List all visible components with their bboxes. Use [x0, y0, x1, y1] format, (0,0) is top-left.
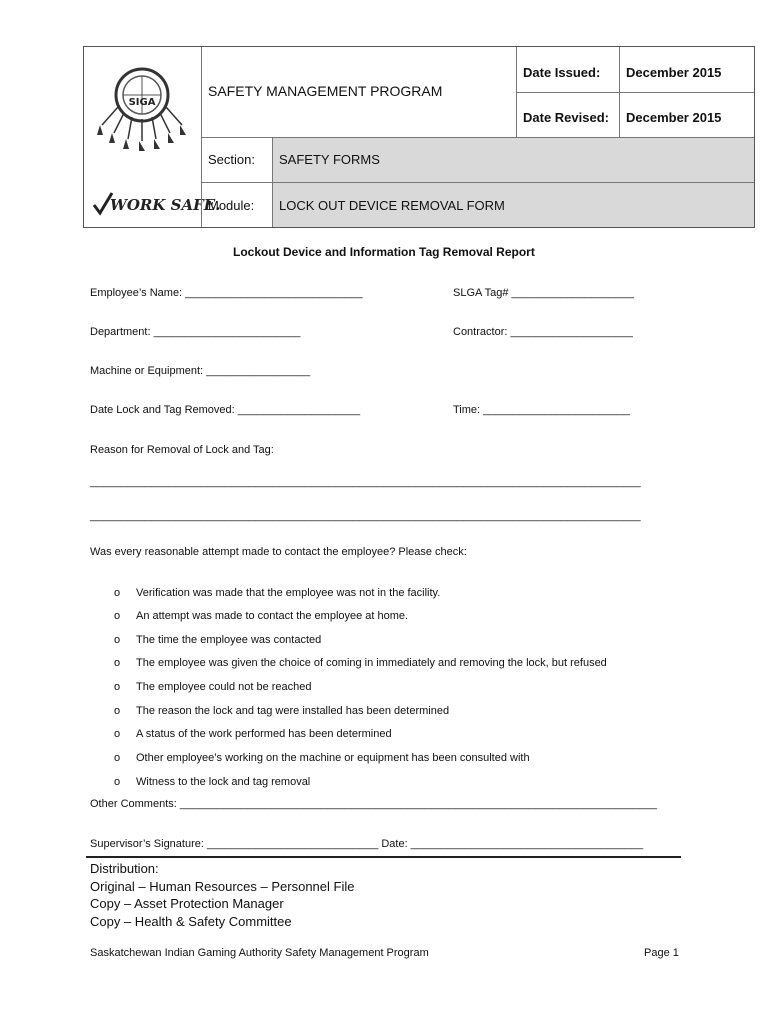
program-title: SAFETY MANAGEMENT PROGRAM	[208, 83, 443, 99]
date-issued-label-cell	[516, 47, 619, 92]
header-table	[83, 46, 755, 228]
checkbox-bullet[interactable]: o	[114, 681, 121, 693]
employee-name-field[interactable]: Employee’s Name: _____________________________	[90, 287, 363, 299]
divider-line	[86, 856, 681, 858]
date-issued-label: Date Issued:	[523, 65, 601, 80]
checkbox-bullet[interactable]: o	[114, 776, 121, 788]
date-revised-value-cell	[619, 92, 754, 137]
reason-label: Reason for Removal of Lock and Tag:	[90, 444, 274, 456]
machine-field[interactable]: Machine or Equipment: _________________	[90, 365, 311, 377]
module-label: Module:	[208, 198, 255, 213]
checkbox-bullet[interactable]: o	[114, 705, 121, 717]
section-value-cell	[272, 137, 754, 182]
checklist-item: A status of the work performed has been determined	[136, 728, 392, 740]
logo-text: SIGA	[128, 97, 156, 108]
checklist-item: The employee could not be reached	[136, 681, 312, 693]
checklist-item: Witness to the lock and tag removal	[136, 776, 311, 788]
form-title: Lockout Device and Information Tag Removal Report	[233, 245, 535, 259]
page-number: Page 1	[644, 947, 679, 959]
module-value: LOCK OUT DEVICE REMOVAL FORM	[279, 198, 505, 213]
other-comments-field[interactable]: Other Comments: ______________________________________________________________________________	[90, 798, 658, 810]
reason-line-1[interactable]: __________________________________________________________________________________________	[90, 476, 641, 488]
date-revised-value: December 2015	[626, 110, 722, 125]
checkbox-bullet[interactable]: o	[114, 657, 121, 669]
section-label-cell	[201, 137, 272, 182]
section-label: Section:	[208, 152, 255, 167]
date-revised-label: Date Revised:	[523, 110, 609, 125]
date-revised-label-cell	[516, 92, 619, 137]
date-removed-field[interactable]: Date Lock and Tag Removed: ____________________	[90, 404, 361, 416]
logo-cell	[84, 47, 221, 227]
siga-logo	[84, 47, 221, 227]
contact-question: Was every reasonable attempt made to contact the employee? Please check:	[90, 546, 467, 558]
date-issued-value: December 2015	[626, 65, 722, 80]
section-value: SAFETY FORMS	[279, 152, 380, 167]
checklist-item: An attempt was made to contact the employee at home.	[136, 610, 409, 622]
program-title-cell	[201, 47, 516, 137]
distribution-heading: Distribution:	[90, 861, 159, 876]
checkbox-bullet[interactable]: o	[114, 587, 121, 599]
checkbox-bullet[interactable]: o	[114, 728, 121, 740]
checkbox-bullet[interactable]: o	[114, 752, 121, 764]
footer-left: Saskatchewan Indian Gaming Authority Safety Management Program	[90, 947, 429, 959]
checklist-item: Other employee’s working on the machine or equipment has been consulted with	[136, 752, 530, 764]
distribution-line: Copy – Health & Safety Committee	[90, 914, 292, 929]
checkbox-bullet[interactable]: o	[114, 610, 121, 622]
checklist-item: The time the employee was contacted	[136, 634, 322, 646]
date-issued-value-cell	[619, 47, 754, 92]
module-value-cell	[272, 182, 754, 227]
work-safe-text: WORK SAFE.	[110, 196, 221, 214]
module-label-cell	[201, 182, 272, 227]
contractor-field[interactable]: Contractor: ____________________	[453, 326, 633, 338]
checklist-item: The employee was given the choice of coming in immediately and removing the lock, but refused	[136, 657, 607, 669]
supervisor-signature-field[interactable]: Supervisor’s Signature: ____________________________ Date: ______________________________________	[90, 838, 644, 850]
distribution-line: Original – Human Resources – Personnel File	[90, 879, 355, 894]
checkbox-bullet[interactable]: o	[114, 634, 121, 646]
department-field[interactable]: Department: ________________________	[90, 326, 301, 338]
distribution-line: Copy – Asset Protection Manager	[90, 896, 284, 911]
reason-line-2[interactable]: __________________________________________________________________________________________	[90, 510, 641, 522]
checklist-item: The reason the lock and tag were installed has been determined	[136, 705, 450, 717]
checklist-item: Verification was made that the employee was not in the facility.	[136, 587, 441, 599]
slga-tag-field[interactable]: SLGA Tag# ____________________	[453, 287, 634, 299]
time-field[interactable]: Time: ________________________	[453, 404, 630, 416]
